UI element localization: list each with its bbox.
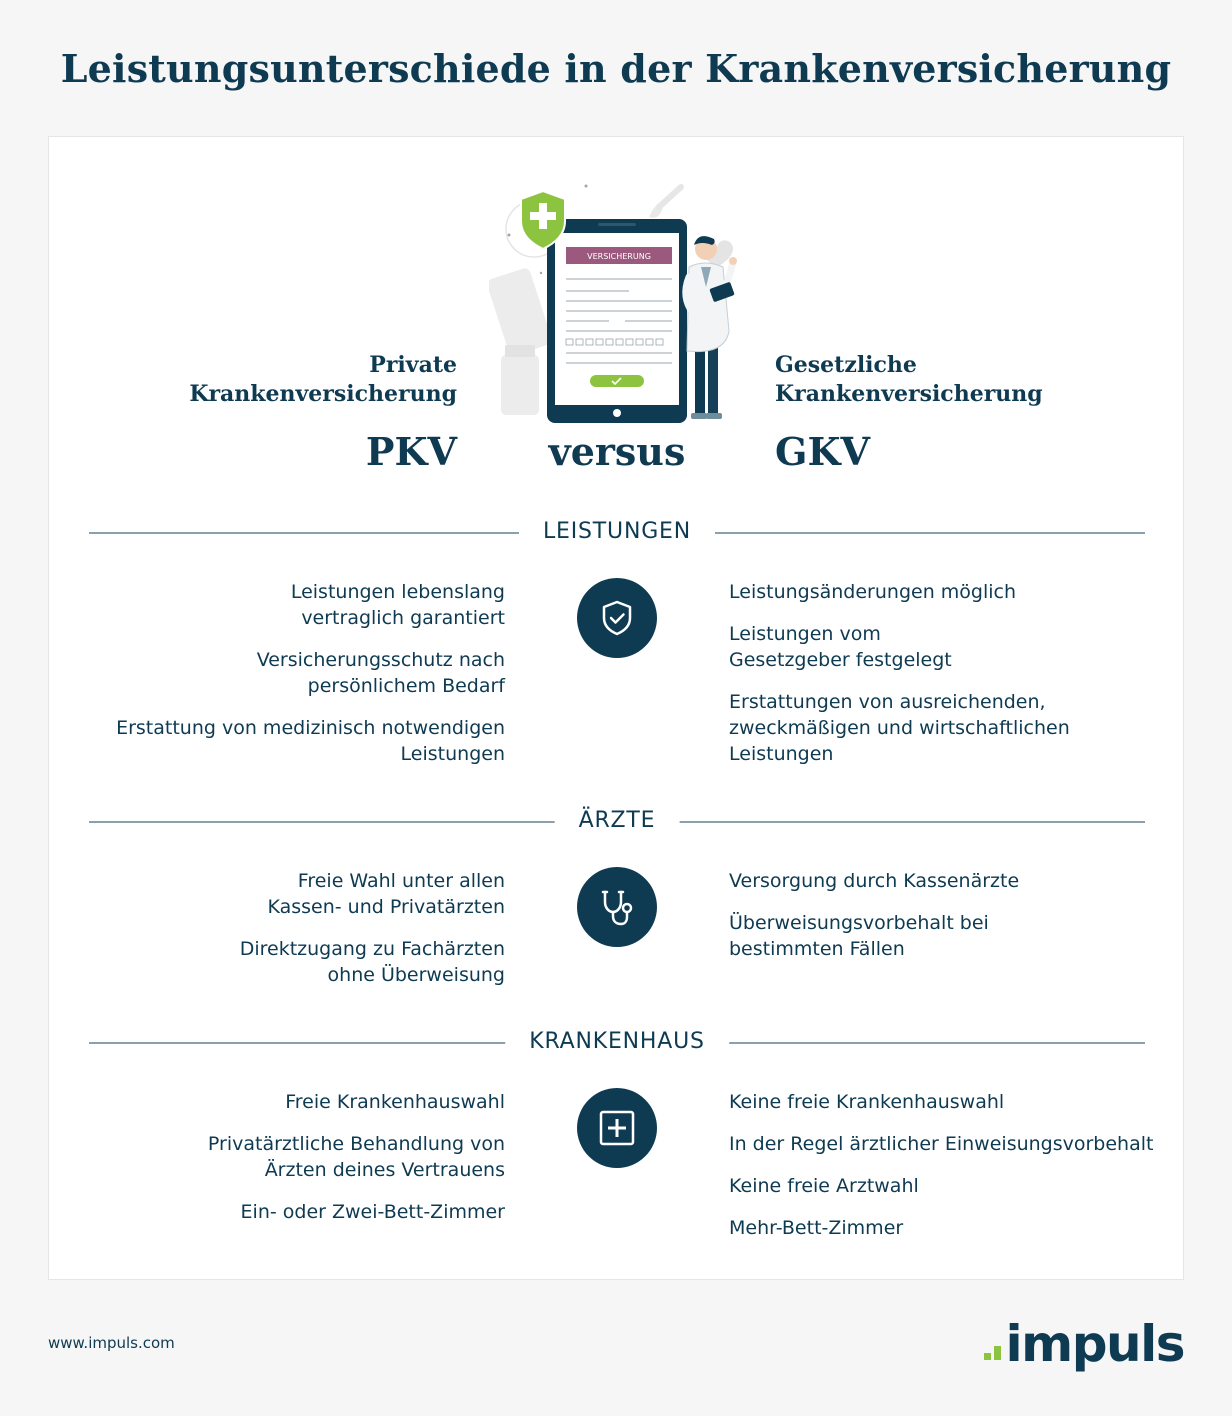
gkv-column: [729, 868, 1019, 978]
doctor-figure: [686, 236, 737, 419]
website-link[interactable]: www.impuls.com: [48, 1334, 175, 1352]
section-header: [49, 515, 1185, 549]
pkv-column: [208, 1089, 505, 1241]
section-header: [49, 804, 1185, 838]
gkv-abbreviation: GKV: [775, 429, 870, 474]
logo-mark-icon: [984, 1346, 1001, 1360]
gkv-column: [729, 1089, 1153, 1257]
section-title: LEISTUNGEN: [519, 515, 715, 549]
pkv-label: [189, 351, 457, 409]
section-krankenhaus: [49, 1025, 1185, 1239]
pkv-item: Ein- oder Zwei-Bett-Zimmer: [240, 1201, 505, 1223]
section-leistungen: [49, 515, 1185, 765]
gkv-item: Überweisungsvorbehalt bei bestimmten Fällen: [729, 912, 989, 960]
shield-check-icon: [577, 578, 657, 658]
section-aerzte: [49, 804, 1185, 986]
pkv-item: Direktzugang zu Fachärzten ohne Überweisung: [239, 938, 505, 986]
section-title: ÄRZTE: [555, 804, 680, 838]
pkv-item: Freie Krankenhauswahl: [285, 1091, 505, 1113]
page-title: Leistungsunterschiede in der Krankenversicherung: [60, 46, 1172, 91]
hospital-plus-icon: [577, 1088, 657, 1168]
gkv-item: Leistungen vom Gesetzgeber festgelegt: [729, 623, 952, 671]
gkv-label-line1: Gesetzliche: [775, 352, 917, 378]
section-header: [49, 1025, 1185, 1059]
versicherung-badge-text: VERSICHERUNG: [587, 252, 651, 261]
pkv-item: Versicherungsschutz nach persönlichem Bedarf: [256, 649, 505, 697]
insurance-illustration: [489, 177, 749, 427]
pkv-label-line2: Krankenversicherung: [189, 381, 457, 407]
gkv-item: In der Regel ärztlicher Einweisungsvorbehalt: [729, 1133, 1154, 1155]
gkv-item: Keine freie Arztwahl: [729, 1175, 919, 1197]
pill-pack-decoration: [489, 267, 553, 415]
pkv-column: [240, 868, 505, 1004]
gkv-column: [729, 579, 1070, 783]
pkv-item: Leistungen lebenslang vertraglich garantiert: [290, 581, 505, 629]
comparison-card: [48, 136, 1184, 1280]
pkv-item: Erstattung von medizinisch notwendigen Leistungen: [116, 717, 505, 765]
pkv-item: Privatärztliche Behandlung von Ärzten deines Vertrauens: [207, 1133, 505, 1181]
pkv-item: Freie Wahl unter allen Kassen- und Privatärzten: [267, 870, 505, 918]
gkv-item: Erstattungen von ausreichenden, zweckmäßigen und wirtschaftlichen Leistungen: [729, 691, 1070, 765]
pkv-abbreviation: PKV: [365, 429, 457, 474]
gkv-label: [775, 351, 1043, 409]
gkv-item: Versorgung durch Kassenärzte: [729, 870, 1020, 892]
gkv-item: Keine freie Krankenhauswahl: [729, 1091, 1005, 1113]
logo-text: impuls: [1005, 1315, 1184, 1373]
pkv-column: [116, 579, 505, 783]
tablet-device: [547, 219, 687, 423]
impuls-logo[interactable]: [984, 1312, 1184, 1372]
versus-text: versus: [548, 429, 686, 474]
gkv-label-line2: Krankenversicherung: [775, 381, 1043, 407]
section-title: KRANKENHAUS: [505, 1025, 729, 1059]
pkv-label-line1: Private: [369, 352, 457, 378]
gkv-item: Mehr-Bett-Zimmer: [729, 1217, 904, 1239]
stethoscope-icon: [577, 867, 657, 947]
gkv-item: Leistungsänderungen möglich: [729, 581, 1017, 603]
